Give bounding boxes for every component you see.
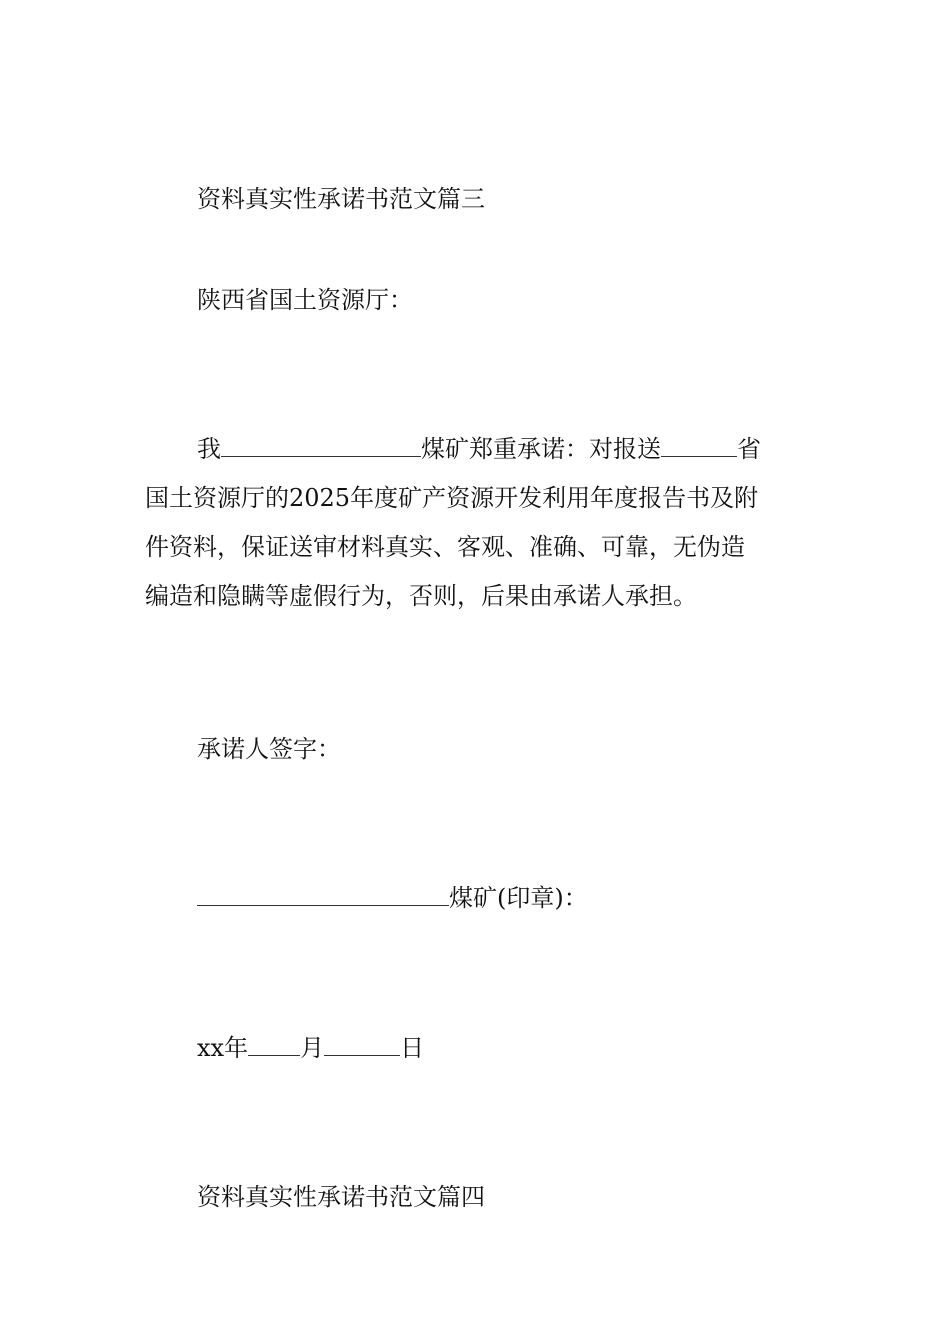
signature-label: 承诺人签字： xyxy=(197,735,341,763)
body-line-3: 件资料，保证送审材料真实、客观、准确、可靠，无伪造 xyxy=(145,533,745,561)
mine-name-blank xyxy=(221,434,421,457)
seal-line xyxy=(197,883,588,913)
day-blank xyxy=(324,1033,400,1056)
section-heading-4: 资料真实性承诺书范文篇四 xyxy=(197,1183,485,1211)
date-month: 月 xyxy=(300,1034,325,1062)
date-line xyxy=(197,1033,424,1063)
commitment-body xyxy=(145,425,815,621)
month-blank xyxy=(248,1033,300,1056)
province-blank xyxy=(661,434,737,457)
addressee: 陕西省国土资源厅： xyxy=(197,286,413,314)
date-year: xx年 xyxy=(197,1034,249,1062)
body-line-1-middle: 煤矿郑重承诺：对报送 xyxy=(421,435,661,463)
body-line-1 xyxy=(145,425,815,474)
body-line-4: 编造和隐瞒等虚假行为，否则，后果由承诺人承担。 xyxy=(145,582,697,610)
body-line-1-start: 我 xyxy=(197,435,221,463)
date-day: 日 xyxy=(400,1034,425,1062)
body-line-2: 国土资源厅的2025年度矿产资源开发利用年度报告书及附 xyxy=(145,484,759,512)
seal-label: 煤矿(印章)： xyxy=(449,884,588,912)
seal-mine-blank xyxy=(197,883,449,906)
body-line-1-end: 省 xyxy=(737,435,761,463)
section-heading-3: 资料真实性承诺书范文篇三 xyxy=(197,185,485,213)
